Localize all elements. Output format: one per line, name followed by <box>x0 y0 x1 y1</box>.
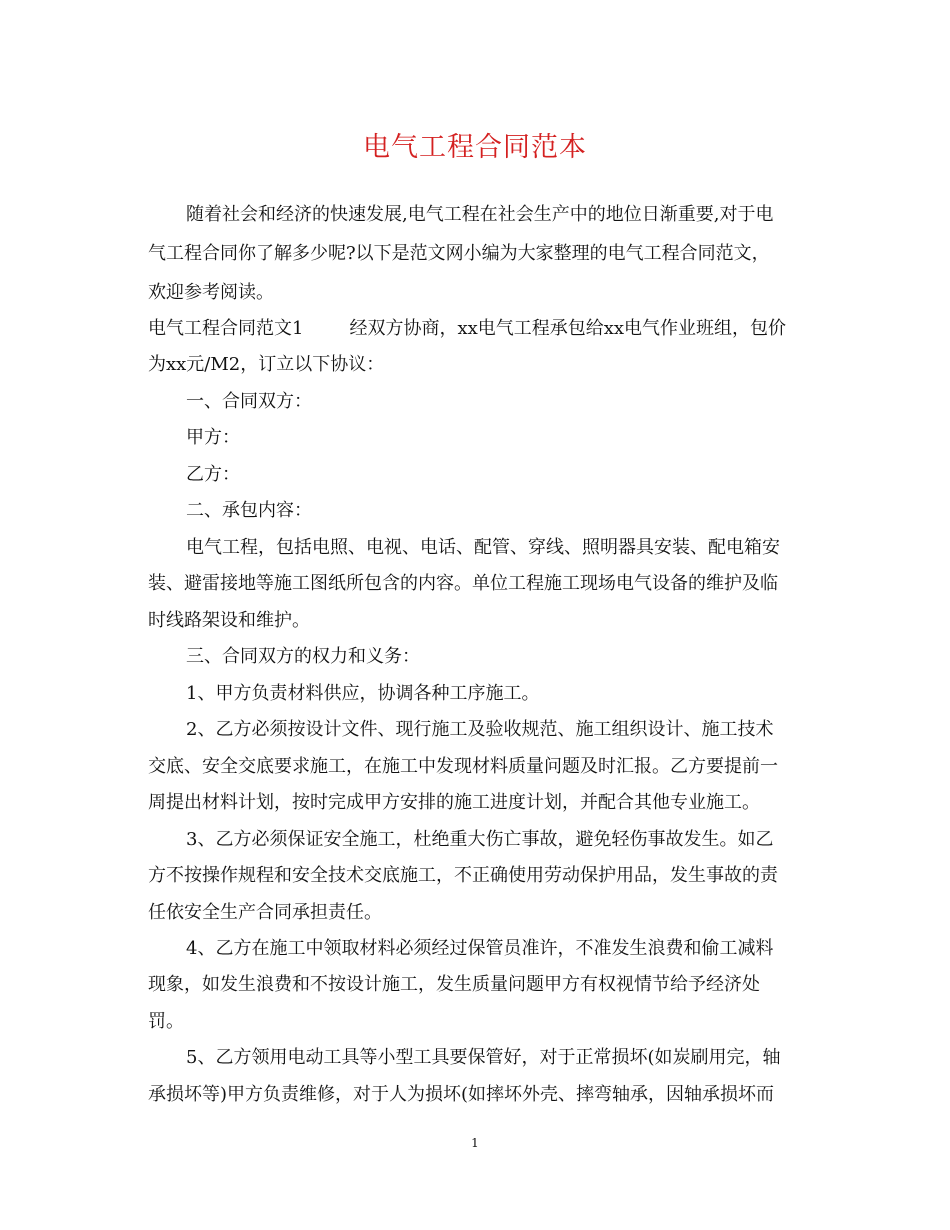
paragraph-line <box>148 609 310 633</box>
line-text: 周提出材料计划，按时完成甲方安排的施工进度计划，并配合其他专业施工。 <box>148 792 760 813</box>
document-title: 电气工程合同范本 <box>363 132 587 163</box>
page-number: 1 <box>471 1136 479 1150</box>
paragraph-line <box>148 973 760 997</box>
paragraph-line <box>186 682 539 706</box>
line-text: 5、乙方领用电动工具等小型工具要保管好，对于正常损坏(如炭刷用完，轴 <box>186 1047 781 1068</box>
line-text: 气工程合同你了解多少呢?以下是范文网小编为大家整理的电气工程合同范文， <box>148 243 770 264</box>
paragraph-line <box>186 203 773 227</box>
line-text: 3、乙方必须保证安全施工，杜绝重大伤亡事故，避免轻伤事故发生。如乙 <box>186 829 774 850</box>
paragraph-line <box>148 317 786 341</box>
line-text: 4、乙方在施工中领取材料必须经过保管员准许，不准发生浪费和偷工减料 <box>186 938 774 959</box>
line-text: 时线路架设和维护。 <box>148 610 310 631</box>
paragraph-line <box>186 463 240 487</box>
line-text: 2、乙方必须按设计文件、现行施工及验收规范、施工组织设计、施工技术 <box>186 719 774 740</box>
line-text: 现象，如发生浪费和不按设计施工，发生质量问题甲方有权视情节给予经济处 <box>148 974 760 995</box>
line-text: 为xx元/M2，订立以下协议： <box>148 354 385 375</box>
line-text: 装、避雷接地等施工图纸所包含的内容。单位工程施工现场电气设备的维护及临 <box>148 573 778 594</box>
line-text: 三、合同双方的权力和义务： <box>186 646 420 667</box>
line-text: 交底、安全交底要求施工，在施工中发现材料质量问题及时汇报。乙方要提前一 <box>148 756 778 777</box>
paragraph-line <box>148 572 778 596</box>
paragraph-line <box>186 536 780 560</box>
paragraph-line <box>148 1083 774 1107</box>
line-text: 乙方： <box>186 464 240 485</box>
paragraph-line <box>148 755 778 779</box>
paragraph-line <box>186 1046 780 1070</box>
paragraph-line <box>186 828 773 852</box>
paragraph-line <box>148 864 778 888</box>
paragraph-line <box>186 937 773 961</box>
line-text-continuation: 经双方协商，xx电气工程承包给xx电气作业班组，包价 <box>349 318 787 339</box>
line-text: 电气工程合同范文1 <box>148 318 304 339</box>
line-text: 甲方： <box>186 427 240 448</box>
line-text: 罚。 <box>148 1011 184 1032</box>
paragraph-line <box>148 791 760 815</box>
paragraph-line <box>148 901 382 925</box>
line-text: 电气工程，包括电照、电视、电话、配管、穿线、照明器具安装、配电箱安 <box>186 537 780 558</box>
line-text: 随着社会和经济的快速发展,电气工程在社会生产中的地位日渐重要,对于电 <box>186 204 774 225</box>
line-text: 1、甲方负责材料供应，协调各种工序施工。 <box>186 683 540 704</box>
line-text: 一、合同双方： <box>186 391 312 412</box>
paragraph-line <box>186 426 240 450</box>
paragraph-line <box>186 645 420 669</box>
line-text: 承损坏等)甲方负责维修，对于人为损坏(如摔坏外壳、摔弯轴承，因轴承损坏而 <box>148 1084 775 1105</box>
paragraph-line <box>148 242 770 266</box>
paragraph-line <box>186 718 773 742</box>
line-text: 任依安全生产合同承担责任。 <box>148 902 382 923</box>
paragraph-line <box>186 390 312 414</box>
paragraph-line <box>186 499 312 523</box>
paragraph-line <box>148 281 274 305</box>
paragraph-line <box>148 353 384 377</box>
line-text: 欢迎参考阅读。 <box>148 282 274 303</box>
line-text: 方不按操作规程和安全技术交底施工，不正确使用劳动保护用品，发生事故的责 <box>148 865 778 886</box>
line-text: 二、承包内容： <box>186 500 312 521</box>
paragraph-line <box>148 1010 184 1034</box>
